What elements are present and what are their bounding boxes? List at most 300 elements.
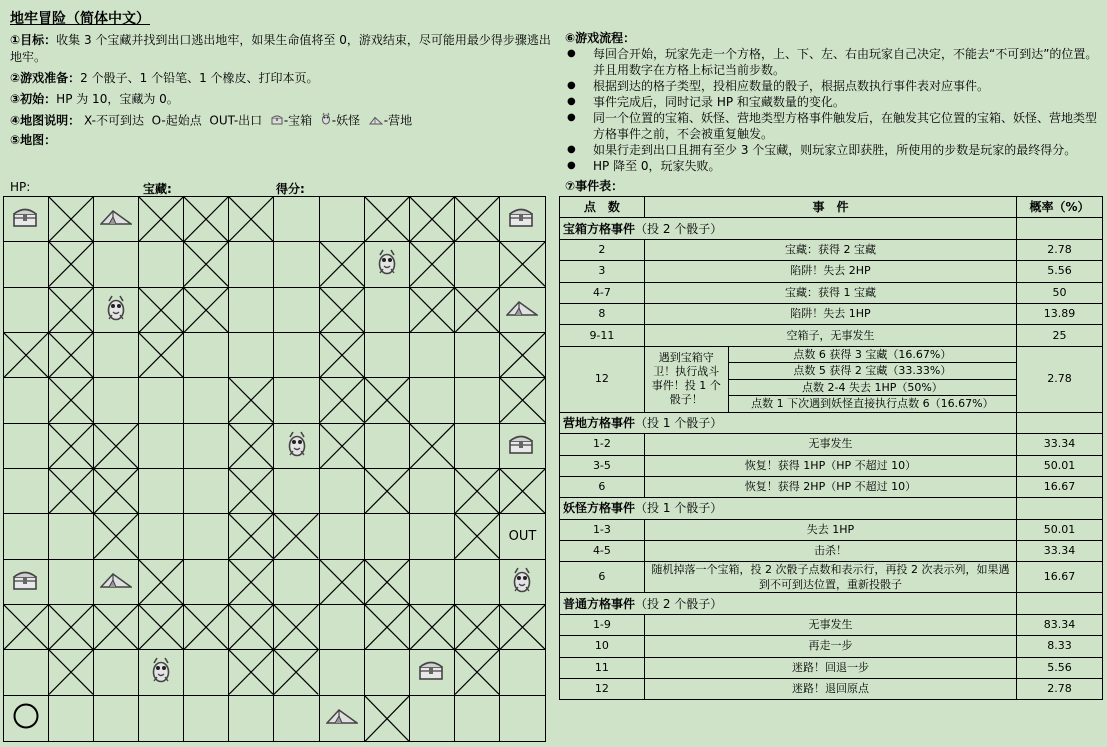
blocked-x-icon [184, 242, 228, 286]
blocked-cell [139, 288, 184, 333]
chest-cell [500, 197, 545, 242]
chest-section [560, 218, 1017, 239]
prep-paragraph [10, 70, 555, 87]
normal-section-title: 普通方格事件 [563, 596, 636, 611]
exit-label: OUT [508, 528, 537, 544]
points-cell: 3-5 [560, 455, 645, 476]
goal-label: ①目标： [10, 33, 57, 47]
goal-text: 收集 3 个宝藏并找到出口逃出地牢，如果生命值将至 0，游戏结束，尽可能用最少得步骤逃出地牢。 [10, 33, 551, 64]
blocked-cell [500, 469, 545, 514]
blocked-cell [94, 514, 139, 559]
floor-cell [184, 333, 229, 378]
floor-cell [320, 605, 365, 650]
floor-cell [139, 696, 184, 741]
flow-step: ● HP 降至 0，玩家失败。 [565, 158, 1103, 174]
legend-paragraph [10, 112, 555, 130]
floor-cell [410, 469, 455, 514]
table-row [560, 679, 1103, 700]
blocked-x-icon [139, 333, 183, 377]
legend-monster: -妖怪 [331, 113, 361, 128]
camp-cell [94, 197, 139, 242]
monster-cell [94, 288, 139, 333]
blocked-x-icon [320, 424, 364, 468]
blocked-x-icon [49, 288, 93, 332]
blocked-x-icon [365, 605, 409, 649]
probability-cell: 50 [1017, 282, 1103, 303]
camp-section-blank [1017, 412, 1103, 433]
chest-icon [12, 569, 38, 595]
flow-step: ● 每回合开始，玩家先走一个方格，上、下、左、右由玩家自己决定，不能去“不可到达”的位置。并且用数字在方格上标记当前步数。 [565, 46, 1103, 78]
blocked-x-icon [365, 197, 409, 241]
monster-icon [512, 567, 532, 597]
floor-cell [455, 378, 500, 423]
points-cell: 6 [560, 476, 645, 497]
floor-cell [320, 650, 365, 695]
floor-cell [410, 378, 455, 423]
camp-icon [506, 300, 538, 320]
probability-cell: 33.34 [1017, 541, 1103, 562]
event-cell: 无事发生 [644, 614, 1016, 635]
chest-icon [508, 433, 534, 459]
table-header-row [560, 197, 1103, 218]
blocked-cell [49, 378, 94, 423]
blocked-cell [410, 288, 455, 333]
flow-heading: ⑥游戏流程： [565, 31, 636, 45]
probability-cell: 5.56 [1017, 261, 1103, 282]
probability-cell: 83.34 [1017, 614, 1103, 635]
floor-cell [410, 696, 455, 741]
monster-section-blank [1017, 498, 1103, 519]
floor-cell [184, 514, 229, 559]
blocked-cell [365, 197, 410, 242]
chest-icon [271, 113, 283, 130]
points-cell: 10 [560, 636, 645, 657]
status-row [10, 180, 550, 196]
blocked-cell [320, 424, 365, 469]
table-row [560, 476, 1103, 497]
normal-section [560, 593, 1017, 614]
hp-label: HP: [10, 180, 31, 194]
blocked-cell [365, 560, 410, 605]
blocked-cell [139, 560, 184, 605]
blocked-x-icon [94, 514, 138, 558]
table-row [560, 614, 1103, 635]
floor-cell [500, 650, 545, 695]
camp-cell [94, 560, 139, 605]
points-cell: 4-7 [560, 282, 645, 303]
table-row [560, 303, 1103, 324]
blocked-x-icon [184, 605, 228, 649]
blocked-cell [455, 469, 500, 514]
blocked-x-icon [320, 333, 364, 377]
legend-label: ④地图说明： [10, 113, 81, 128]
chest-icon [508, 206, 534, 232]
floor-cell [410, 514, 455, 559]
event-cell: 恢复！获得 1HP（HP 不超过 10） [644, 455, 1016, 476]
guard-event-cell: 遇到宝箱守卫！执行战斗事件！投 1 个骰子！ [644, 346, 728, 412]
event-cell: 迷路！回退一步 [644, 657, 1016, 678]
blocked-cell [49, 424, 94, 469]
blocked-x-icon [455, 514, 499, 558]
monster-section [560, 498, 1017, 519]
monster-cell [274, 424, 319, 469]
blocked-x-icon [365, 378, 409, 422]
blocked-x-icon [94, 605, 138, 649]
monster-icon [151, 657, 171, 687]
floor-cell [184, 696, 229, 741]
floor-cell [274, 288, 319, 333]
floor-cell [274, 696, 319, 741]
init-text: HP 为 10，宝藏为 0。 [56, 92, 179, 106]
table-row [560, 434, 1103, 455]
blocked-cell [49, 197, 94, 242]
event-cell: 陷阱！失去 1HP [644, 303, 1016, 324]
legend-chest: -宝箱 [283, 113, 313, 128]
event-cell: 陷阱！失去 2HP [644, 261, 1016, 282]
blocked-x-icon [49, 378, 93, 422]
blocked-cell [320, 333, 365, 378]
score-label: 得分: [276, 182, 305, 196]
floor-cell [410, 560, 455, 605]
floor-cell [365, 333, 410, 378]
monster-icon [287, 431, 307, 461]
header-event: 事 件 [644, 197, 1016, 218]
floor-cell [4, 514, 49, 559]
exit-cell [500, 514, 545, 559]
blocked-x-icon [139, 560, 183, 604]
table-row [560, 519, 1103, 540]
blocked-cell [320, 378, 365, 423]
floor-cell [410, 333, 455, 378]
init-paragraph [10, 91, 555, 108]
blocked-cell [320, 560, 365, 605]
blocked-x-icon [500, 605, 545, 649]
probability-cell: 25 [1017, 325, 1103, 346]
blocked-cell [229, 605, 274, 650]
chest-cell [4, 560, 49, 605]
blocked-x-icon [320, 560, 364, 604]
floor-cell [229, 333, 274, 378]
guard-sub-cell: 点数 2-4 失去 1HP（50%） [728, 379, 1016, 396]
floor-cell [94, 378, 139, 423]
blocked-x-icon [139, 197, 183, 241]
blocked-cell [455, 514, 500, 559]
title-paren: （简体中文） [66, 11, 150, 27]
table-row [560, 562, 1103, 593]
points-cell: 6 [560, 562, 645, 593]
blocked-cell [49, 650, 94, 695]
blocked-x-icon [229, 514, 273, 558]
event-cell: 迷路！退回原点 [644, 679, 1016, 700]
blocked-cell [229, 650, 274, 695]
camp-cell [500, 288, 545, 333]
event-heading: ⑦事件表： [565, 179, 624, 193]
blocked-cell [229, 469, 274, 514]
blocked-x-icon [365, 696, 409, 741]
blocked-x-icon [49, 469, 93, 513]
floor-cell [229, 696, 274, 741]
flow-step: ● 如果行走到出口且拥有至少 3 个宝藏，则玩家立即获胜，所使用的步数是玩家的最终得分。 [565, 142, 1103, 158]
blocked-cell [49, 605, 94, 650]
blocked-x-icon [410, 605, 454, 649]
event-cell: 无事发生 [644, 434, 1016, 455]
normal-section-blank [1017, 593, 1103, 614]
floor-cell [4, 288, 49, 333]
points-cell: 1-3 [560, 519, 645, 540]
page-title [10, 8, 555, 28]
camp-cell [320, 696, 365, 741]
chest-section-title: 宝箱方格事件 [563, 221, 636, 236]
blocked-cell [94, 469, 139, 514]
guard-sub-cell: 点数 5 获得 2 宝藏（33.33%） [728, 363, 1016, 380]
floor-cell [455, 560, 500, 605]
floor-cell [94, 333, 139, 378]
table-row [560, 239, 1103, 260]
camp-section-dice: （投 1 个骰子） [635, 415, 723, 430]
floor-cell [184, 469, 229, 514]
chest-icon [418, 659, 444, 685]
blocked-cell [229, 424, 274, 469]
blocked-cell [184, 605, 229, 650]
table-row [560, 455, 1103, 476]
probability-cell: 8.33 [1017, 636, 1103, 657]
guard-row [560, 346, 1103, 363]
probability-cell: 16.67 [1017, 562, 1103, 593]
camp-section-title: 营地方格事件 [563, 415, 636, 430]
chest-section-row [560, 218, 1103, 239]
flow-step: ● 同一个位置的宝箱、妖怪、营地类型方格事件触发后，在触发其它位置的宝箱、妖怪、营地类型方格事件之前，不会被重复触发。 [565, 110, 1103, 142]
blocked-x-icon [274, 514, 318, 558]
points-cell: 3 [560, 261, 645, 282]
blocked-cell [365, 696, 410, 741]
floor-cell [139, 424, 184, 469]
blocked-cell [49, 333, 94, 378]
blocked-x-icon [229, 650, 273, 694]
points-cell: 1-2 [560, 434, 645, 455]
probability-cell: 13.89 [1017, 303, 1103, 324]
floor-cell [4, 469, 49, 514]
probability-cell: 2.78 [1017, 346, 1103, 412]
blocked-cell [49, 469, 94, 514]
monster-icon [377, 249, 397, 279]
blocked-x-icon [94, 469, 138, 513]
floor-cell [94, 242, 139, 287]
blocked-x-icon [229, 469, 273, 513]
blocked-cell [274, 605, 319, 650]
camp-section [560, 412, 1017, 433]
blocked-x-icon [410, 424, 454, 468]
blocked-cell [184, 242, 229, 287]
floor-cell [365, 514, 410, 559]
blocked-cell [455, 197, 500, 242]
blocked-cell [410, 605, 455, 650]
floor-cell [455, 424, 500, 469]
blocked-cell [184, 197, 229, 242]
blocked-cell [139, 333, 184, 378]
camp-icon [100, 572, 132, 592]
blocked-cell [365, 605, 410, 650]
points-cell: 4-5 [560, 541, 645, 562]
blocked-x-icon [455, 197, 499, 241]
monster-icon [106, 295, 126, 325]
floor-cell [4, 424, 49, 469]
floor-cell [365, 424, 410, 469]
floor-cell [184, 378, 229, 423]
points-cell: 12 [560, 679, 645, 700]
header-probability: 概率（%） [1017, 197, 1103, 218]
blocked-x-icon [500, 333, 545, 377]
chest-cell [410, 650, 455, 695]
floor-cell [229, 242, 274, 287]
blocked-cell [49, 288, 94, 333]
blocked-cell [184, 288, 229, 333]
guard-sub-cell: 点数 6 获得 3 宝藏（16.67%） [728, 346, 1016, 363]
prep-label: ②游戏准备： [10, 71, 81, 85]
probability-cell: 2.78 [1017, 239, 1103, 260]
floor-cell [320, 514, 365, 559]
legend-out: OUT-出口 [209, 113, 263, 128]
chest-cell [4, 197, 49, 242]
blocked-x-icon [229, 605, 273, 649]
blocked-cell [500, 333, 545, 378]
chest-icon [12, 206, 38, 232]
blocked-x-icon [49, 197, 93, 241]
blocked-cell [94, 424, 139, 469]
floor-cell [94, 650, 139, 695]
flow-list [565, 46, 1103, 174]
event-table [559, 196, 1103, 700]
header-points: 点 数 [560, 197, 645, 218]
blocked-x-icon [49, 650, 93, 694]
floor-cell [139, 514, 184, 559]
monster-section-title: 妖怪方格事件 [563, 501, 636, 516]
floor-cell [320, 469, 365, 514]
floor-cell [274, 197, 319, 242]
blocked-x-icon [320, 242, 364, 286]
blocked-x-icon [455, 605, 499, 649]
blocked-x-icon [320, 288, 364, 332]
camp-icon [326, 708, 358, 728]
points-cell: 1-9 [560, 614, 645, 635]
blocked-cell [500, 378, 545, 423]
chest-section-blank [1017, 218, 1103, 239]
floor-cell [320, 197, 365, 242]
normal-section-dice: （投 2 个骰子） [635, 596, 723, 611]
monster-section-row [560, 498, 1103, 519]
prep-text: 2 个骰子、1 个铅笔、1 个橡皮、打印本页。 [80, 71, 319, 85]
blocked-cell [4, 333, 49, 378]
table-row [560, 261, 1103, 282]
camp-section-row [560, 412, 1103, 433]
blocked-x-icon [320, 378, 364, 422]
blocked-cell [229, 514, 274, 559]
blocked-cell [229, 560, 274, 605]
blocked-cell [365, 378, 410, 423]
goal-paragraph [10, 32, 555, 66]
floor-cell [274, 469, 319, 514]
floor-cell [365, 650, 410, 695]
blocked-x-icon [500, 378, 545, 422]
blocked-cell [320, 288, 365, 333]
blocked-cell [455, 605, 500, 650]
legend-x: X-不可到达 [84, 113, 144, 128]
monster-section-dice: （投 1 个骰子） [635, 501, 723, 516]
floor-cell [184, 424, 229, 469]
points-cell: 12 [560, 346, 645, 412]
blocked-cell [4, 605, 49, 650]
blocked-x-icon [274, 605, 318, 649]
floor-cell [94, 696, 139, 741]
blocked-x-icon [455, 469, 499, 513]
blocked-x-icon [229, 560, 273, 604]
probability-cell: 50.01 [1017, 455, 1103, 476]
blocked-x-icon [229, 378, 273, 422]
blocked-cell [229, 197, 274, 242]
chest-cell [500, 424, 545, 469]
blocked-x-icon [410, 242, 454, 286]
blocked-cell [455, 288, 500, 333]
monster-cell [500, 560, 545, 605]
table-row [560, 325, 1103, 346]
map-heading [10, 132, 555, 149]
blocked-cell [500, 605, 545, 650]
event-cell: 击杀！ [644, 541, 1016, 562]
probability-cell: 50.01 [1017, 519, 1103, 540]
chest-section-dice: （投 2 个骰子） [635, 221, 723, 236]
blocked-cell [49, 242, 94, 287]
floor-cell [365, 288, 410, 333]
floor-cell [455, 333, 500, 378]
table-row [560, 657, 1103, 678]
blocked-x-icon [410, 197, 454, 241]
blocked-cell [410, 242, 455, 287]
blocked-cell [320, 242, 365, 287]
blocked-x-icon [500, 469, 545, 513]
legend-camp: -营地 [383, 113, 413, 128]
probability-cell: 16.67 [1017, 476, 1103, 497]
floor-cell [4, 378, 49, 423]
floor-cell [139, 378, 184, 423]
event-cell: 随机掉落一个宝箱，投 2 次骰子点数和表示行，再投 2 次表示列，如果遇到不可到达位置，重新投骰子 [644, 562, 1016, 593]
blocked-x-icon [139, 605, 183, 649]
blocked-x-icon [49, 333, 93, 377]
blocked-x-icon [49, 242, 93, 286]
floor-cell [139, 242, 184, 287]
blocked-x-icon [4, 333, 48, 377]
start-cell [4, 696, 49, 741]
floor-cell [49, 696, 94, 741]
blocked-x-icon [365, 469, 409, 513]
table-row [560, 541, 1103, 562]
camp-icon [100, 209, 132, 229]
monster-cell [365, 242, 410, 287]
rules-panel [10, 8, 555, 153]
floor-cell [274, 333, 319, 378]
points-cell: 2 [560, 239, 645, 260]
blocked-x-icon [274, 650, 318, 694]
normal-section-row [560, 593, 1103, 614]
floor-cell [49, 514, 94, 559]
blocked-cell [274, 514, 319, 559]
table-row [560, 636, 1103, 657]
camp-icon [369, 113, 383, 130]
blocked-cell [94, 605, 139, 650]
treasure-label: 宝藏: [143, 182, 172, 196]
blocked-x-icon [455, 650, 499, 694]
flow-step: ● 根据到达的格子类型，投相应数量的骰子，根据点数执行事件表对应事件。 [565, 78, 1103, 94]
event-cell: 再走一步 [644, 636, 1016, 657]
blocked-x-icon [49, 605, 93, 649]
